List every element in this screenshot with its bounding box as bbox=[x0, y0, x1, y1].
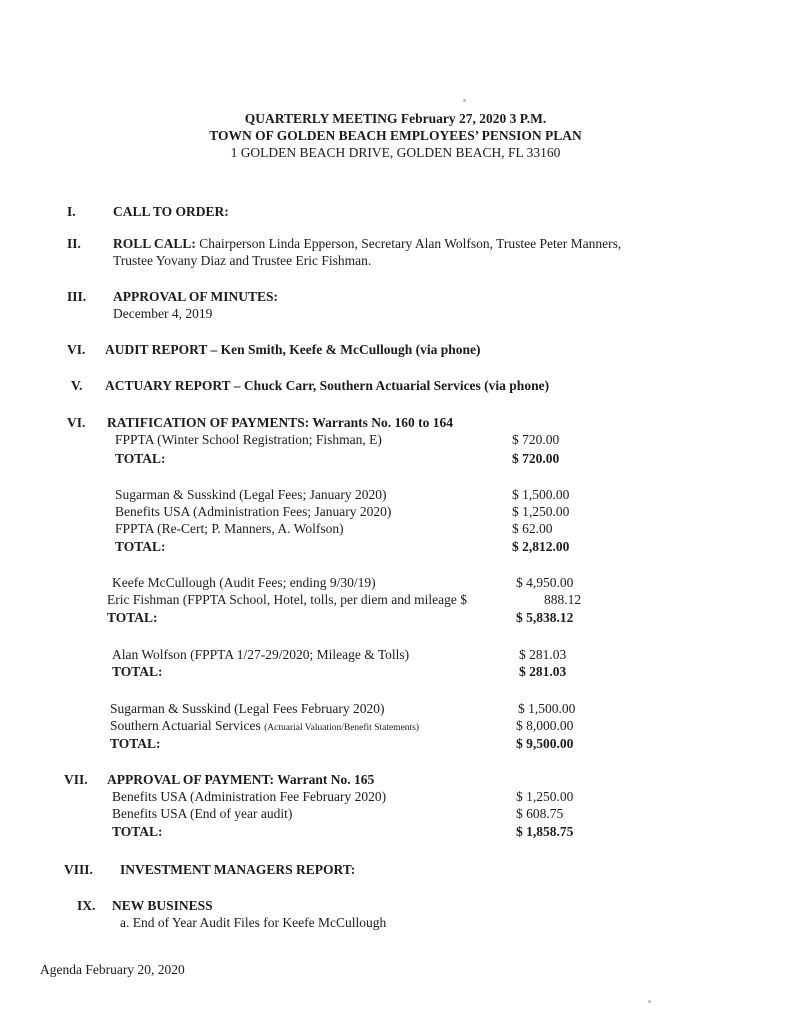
total-label: TOTAL: bbox=[112, 664, 163, 679]
payment-amount: $ 4,950.00 bbox=[516, 575, 574, 590]
section-title-approval-of-minutes: APPROVAL OF MINUTES: bbox=[113, 289, 279, 304]
minutes-date: December 4, 2019 bbox=[113, 306, 213, 321]
payment-item: FPPTA (Re-Cert; P. Manners, A. Wolfson) bbox=[115, 521, 344, 536]
section-number: VII. bbox=[64, 772, 88, 787]
section-number: VIII. bbox=[64, 862, 93, 877]
address: 1 GOLDEN BEACH DRIVE, GOLDEN BEACH, FL 33160 bbox=[230, 145, 561, 160]
payment-amount: $ 608.75 bbox=[516, 806, 564, 821]
section-number: I. bbox=[67, 204, 76, 219]
payment-item: Sugarman & Susskind (Legal Fees February 2020) bbox=[110, 701, 385, 716]
payment-amount: $ 1,250.00 bbox=[512, 504, 570, 519]
payment-amount: $ 720.00 bbox=[512, 432, 560, 447]
roll-call-text-2: Trustee Yovany Diaz and Trustee Eric Fishman. bbox=[113, 253, 372, 268]
payment-item: Benefits USA (End of year audit) bbox=[112, 806, 293, 821]
section-number: IX. bbox=[77, 898, 96, 913]
total-label: TOTAL: bbox=[107, 610, 158, 625]
payment-amount: $ 281.03 bbox=[519, 647, 567, 662]
payment-amount: 888.12 bbox=[544, 592, 582, 607]
total-amount: $ 5,838.12 bbox=[516, 610, 574, 625]
scan-speck bbox=[463, 99, 466, 102]
total-label: TOTAL: bbox=[115, 539, 166, 554]
payment-item: FPPTA (Winter School Registration; Fishman, E) bbox=[115, 432, 382, 447]
payment-item-note: (Actuarial Valuation/Benefit Statements) bbox=[264, 723, 420, 733]
roll-call-text-1: Chairperson Linda Epperson, Secretary Alan Wolfson, Trustee Peter Manners, bbox=[195, 236, 622, 251]
agenda-footer: Agenda February 20, 2020 bbox=[40, 962, 185, 977]
payment-item: Benefits USA (Administration Fees; January 2020) bbox=[115, 504, 392, 519]
payment-item bbox=[110, 718, 419, 734]
section-title-roll-call: ROLL CALL: bbox=[113, 236, 196, 251]
payment-amount: $ 62.00 bbox=[512, 521, 553, 536]
scan-speck bbox=[648, 1000, 651, 1003]
total-amount: $ 9,500.00 bbox=[516, 736, 574, 751]
section-title-approval-of-payment: APPROVAL OF PAYMENT: Warrant No. 165 bbox=[107, 772, 375, 787]
payment-item: Benefits USA (Administration Fee February 2020) bbox=[112, 789, 387, 804]
total-amount: $ 720.00 bbox=[512, 451, 560, 466]
payment-item-desc: Southern Actuarial Services bbox=[110, 718, 261, 733]
section-number: VI. bbox=[67, 342, 86, 357]
total-label: TOTAL: bbox=[112, 824, 163, 839]
total-amount: $ 2,812.00 bbox=[512, 539, 570, 554]
plan-title: TOWN OF GOLDEN BEACH EMPLOYEES’ PENSION PLAN bbox=[209, 128, 582, 143]
section-roll-call bbox=[113, 236, 621, 252]
total-label: TOTAL: bbox=[110, 736, 161, 751]
meeting-title: QUARTERLY MEETING February 27, 2020 3 P.M. bbox=[244, 111, 547, 126]
total-amount: $ 1,858.75 bbox=[516, 824, 574, 839]
payment-amount: $ 1,250.00 bbox=[516, 789, 574, 804]
payment-amount: $ 1,500.00 bbox=[512, 487, 570, 502]
section-title-audit-report: AUDIT REPORT – Ken Smith, Keefe & McCullough (via phone) bbox=[105, 342, 481, 357]
payment-item: Sugarman & Susskind (Legal Fees; January 2020) bbox=[115, 487, 387, 502]
payment-item: Eric Fishman (FPPTA School, Hotel, tolls, per diem and mileage $ bbox=[107, 592, 468, 607]
section-title-actuary-report: ACTUARY REPORT – Chuck Carr, Southern Actuarial Services (via phone) bbox=[105, 378, 550, 393]
section-title-new-business: NEW BUSINESS bbox=[112, 898, 213, 913]
payment-item: Keefe McCullough (Audit Fees; ending 9/30/19) bbox=[112, 575, 376, 590]
section-number: II. bbox=[67, 236, 81, 251]
section-number: VI. bbox=[67, 415, 86, 430]
payment-item: Alan Wolfson (FPPTA 1/27-29/2020; Mileage & Tolls) bbox=[112, 647, 410, 662]
payment-amount: $ 8,000.00 bbox=[516, 718, 574, 733]
section-title-investment-managers-report: INVESTMENT MANAGERS REPORT: bbox=[120, 862, 356, 877]
section-title-call-to-order: CALL TO ORDER: bbox=[113, 204, 229, 219]
new-business-item: a. End of Year Audit Files for Keefe McCullough bbox=[120, 915, 387, 930]
section-title-ratification: RATIFICATION OF PAYMENTS: Warrants No. 160 to 164 bbox=[107, 415, 454, 430]
total-amount: $ 281.03 bbox=[519, 664, 567, 679]
section-number: V. bbox=[71, 378, 83, 393]
section-number: III. bbox=[67, 289, 87, 304]
total-label: TOTAL: bbox=[115, 451, 166, 466]
payment-amount: $ 1,500.00 bbox=[518, 701, 576, 716]
